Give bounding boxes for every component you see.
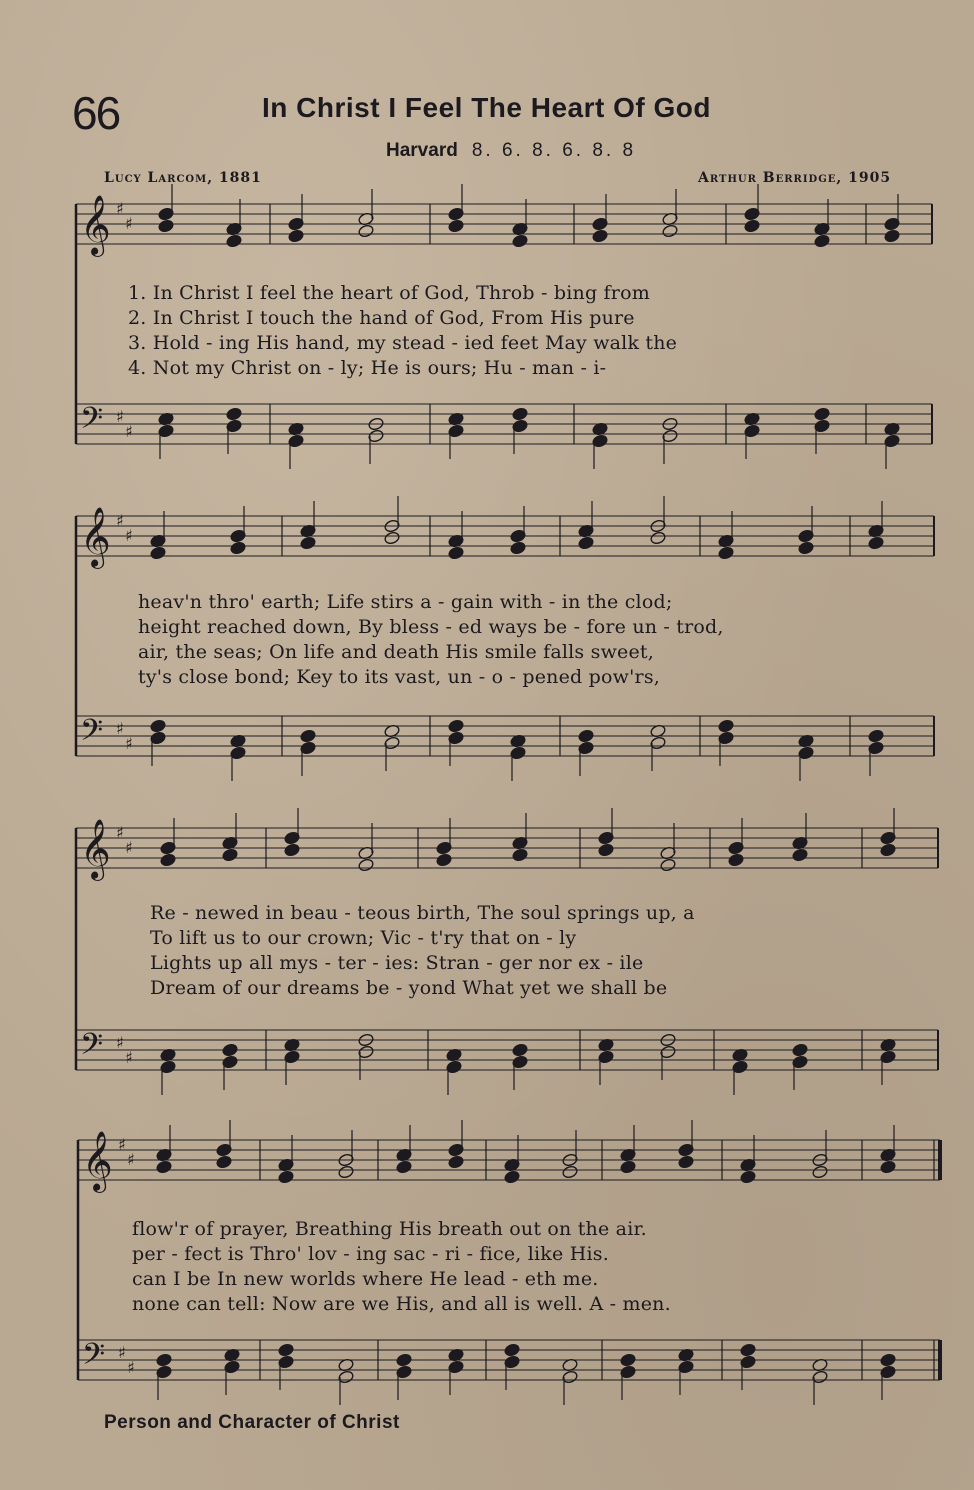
note-head	[358, 858, 375, 872]
sharp-icon: ♯	[116, 823, 124, 842]
note-head	[620, 1160, 637, 1174]
verse-3-line-4: can I be In new worlds where He lead - eth me.	[132, 1268, 599, 1290]
note-head	[300, 729, 317, 743]
note-head	[338, 1165, 355, 1179]
note-head	[216, 1155, 233, 1169]
tune-name: Harvard	[386, 140, 458, 161]
note-head	[880, 1160, 897, 1174]
note-head	[384, 531, 401, 545]
hymn-title: In Christ I Feel The Heart Of God	[262, 92, 711, 123]
note-head	[156, 1353, 173, 1367]
sharp-icon: ♯	[116, 407, 124, 426]
note-head	[448, 219, 465, 233]
note-head	[512, 407, 529, 421]
composer-credit: Arthur Berridge, 1905	[698, 170, 892, 186]
note-head	[504, 1343, 521, 1357]
sharp-icon: ♯	[116, 199, 124, 218]
sharp-icon: ♯	[125, 526, 133, 545]
sharp-icon: ♯	[125, 734, 133, 753]
sharp-icon: ♯	[125, 1048, 133, 1067]
note-head	[740, 1343, 757, 1357]
sharp-icon: ♯	[116, 719, 124, 738]
note-head	[884, 229, 901, 243]
note-head	[814, 234, 831, 248]
note-head	[396, 1353, 413, 1367]
note-head	[868, 729, 885, 743]
verse-2-line-4: per - fect is Thro' lov - ing sac - ri - fice, like His.	[132, 1243, 609, 1265]
note-head	[620, 1353, 637, 1367]
note-head	[880, 1353, 897, 1367]
treble-clef-icon: 𝄞	[80, 195, 111, 255]
sharp-icon: ♯	[127, 1358, 135, 1377]
note-head	[512, 1043, 529, 1057]
treble-clef-icon: 𝄞	[82, 1131, 113, 1191]
note-head	[358, 224, 375, 238]
note-head	[300, 536, 317, 550]
note-head	[278, 1343, 295, 1357]
bass-clef-icon: 𝄢	[80, 402, 104, 443]
note-head	[678, 1155, 695, 1169]
note-head	[512, 848, 529, 862]
note-head	[222, 1043, 239, 1057]
note-head	[578, 536, 595, 550]
bass-clef-icon: 𝄢	[80, 1028, 104, 1069]
sharp-icon: ♯	[118, 1343, 126, 1362]
note-head	[880, 843, 897, 857]
sharp-icon: ♯	[125, 214, 133, 233]
note-head	[150, 546, 167, 560]
hymn-number: 66	[72, 87, 120, 139]
note-head	[728, 853, 745, 867]
sharp-icon: ♯	[127, 1150, 135, 1169]
note-head	[156, 1160, 173, 1174]
note-head	[226, 234, 243, 248]
sharp-icon: ♯	[116, 1033, 124, 1052]
note-head	[504, 1170, 521, 1184]
sharp-icon: ♯	[118, 1135, 126, 1154]
category-footer: Person and Character of Christ	[104, 1412, 400, 1433]
note-head	[288, 229, 305, 243]
verse-1-line-2: heav'n thro' earth; Life stirs a - gain with - in the clod;	[138, 591, 673, 613]
note-head	[284, 843, 301, 857]
note-head	[662, 224, 679, 238]
note-head	[436, 853, 453, 867]
note-head	[160, 853, 177, 867]
verse-3-line-1: 3. Hold - ing His hand, my stead - ied feet May walk the	[128, 332, 678, 354]
note-head	[814, 407, 831, 421]
note-head	[812, 1165, 829, 1179]
note-head	[868, 536, 885, 550]
note-head	[158, 219, 175, 233]
note-head	[510, 541, 527, 555]
sharp-icon: ♯	[116, 511, 124, 530]
note-head	[660, 858, 677, 872]
note-head	[150, 719, 167, 733]
note-head	[798, 541, 815, 555]
verse-1-line-1: 1. In Christ I feel the heart of God, Throb - bing from	[128, 282, 650, 304]
note-head	[448, 719, 465, 733]
verse-2-line-3: To lift us to our crown; Vic - t'ry that on - ly	[150, 927, 577, 949]
note-head	[792, 848, 809, 862]
note-head	[448, 1155, 465, 1169]
treble-clef-icon: 𝄞	[80, 819, 111, 879]
note-head	[598, 843, 615, 857]
verse-4-line-2: ty's close bond; Key to its vast, un - o - pened pow'rs,	[138, 666, 661, 688]
note-head	[592, 229, 609, 243]
bass-clef-icon: 𝄢	[80, 714, 104, 755]
verse-4-line-4: none can tell: Now are we His, and all is well. A - men.	[132, 1293, 671, 1315]
verse-4-line-3: Dream of our dreams be - yond What yet we shall be	[150, 977, 668, 999]
note-head	[278, 1170, 295, 1184]
note-head	[740, 1170, 757, 1184]
sharp-icon: ♯	[125, 838, 133, 857]
verse-3-line-2: air, the seas; On life and death His smile falls sweet,	[138, 641, 655, 663]
verse-1-line-4: flow'r of prayer, Breathing His breath out on the air.	[132, 1218, 647, 1240]
meter: 8. 6. 8. 6. 8. 8	[471, 140, 637, 161]
treble-clef-icon: 𝄞	[80, 507, 111, 567]
note-head	[448, 546, 465, 560]
note-head	[718, 719, 735, 733]
bass-clef-icon: 𝄢	[82, 1338, 106, 1379]
sharp-icon: ♯	[125, 422, 133, 441]
note-head	[562, 1165, 579, 1179]
note-head	[226, 407, 243, 421]
note-head	[222, 848, 239, 862]
note-head	[650, 531, 667, 545]
verse-2-line-2: height reached down, By bless - ed ways be - fore un - trod,	[138, 616, 724, 638]
note-head	[744, 219, 761, 233]
verse-1-line-3: Re - newed in beau - teous birth, The soul springs up, a	[150, 902, 695, 924]
note-head	[718, 546, 735, 560]
note-head	[396, 1160, 413, 1174]
note-head	[792, 1043, 809, 1057]
note-head	[230, 541, 247, 555]
verse-4-line-1: 4. Not my Christ on - ly; He is ours; Hu - man - i-	[128, 357, 607, 379]
lyricist-credit: Lucy Larcom, 1881	[104, 170, 262, 186]
verse-2-line-1: 2. In Christ I touch the hand of God, From His pure	[128, 307, 635, 329]
note-head	[578, 729, 595, 743]
verse-3-line-3: Lights up all mys - ter - ies: Stran - ger nor ex - ile	[150, 952, 644, 974]
note-head	[512, 234, 529, 248]
